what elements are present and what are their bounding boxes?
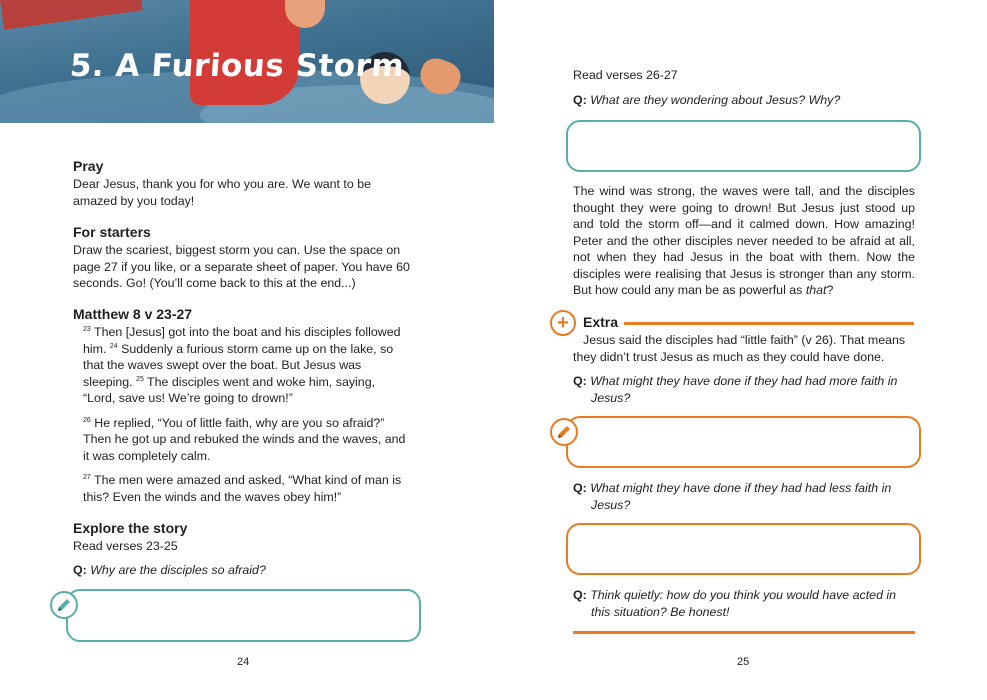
question-1: Q: What are they wondering about Jesus? Why? [573, 93, 841, 107]
page-number: 25 [737, 656, 750, 668]
answer-box-q2[interactable] [566, 120, 921, 172]
passage-text [83, 324, 408, 513]
chapter-banner-illustration [0, 0, 494, 123]
page-number: 24 [237, 656, 250, 668]
question-2: Q: What might they have done if they had had more faith in Jesus? [573, 374, 898, 405]
verses-23-25: $^{23}$ Then [Jesus] got into the boat and his disciples followed him. $^{24}$ Suddenly a furious storm came up on the lake, so that the waves swept over the boat. But Jesus was sleeping. $^{25}$ The disciples went and woke him, saying, “Lord, save us! We’re going to drown!” [83, 325, 401, 405]
pencil-icon [550, 418, 578, 446]
starters-heading: For starters [73, 224, 151, 240]
answer-box-q4[interactable] [566, 523, 921, 575]
extra-heading: Extra [583, 314, 619, 330]
question-3: Q: What might they have done if they had had less faith in Jesus? [573, 481, 892, 512]
chapter-title: 5. A Furious Storm [68, 48, 406, 84]
answer-box-q1[interactable] [66, 589, 421, 642]
starters-text: Draw the scariest, biggest storm you can. Use the space on page 27 if you like, or a separate sheet of paper. You have 60 seconds. Go! (You’ll come back to this at the end...) [73, 243, 410, 290]
commentary-paragraph: The wind was strong, the waves were tall, and the disciples thought they were going to drown! But Jesus just stood up and told the storm off—and it calmed down. How amazing! Peter and the other disciples never needed to be afraid at all, not when they had Jesus in the boat with them. Now the disciples were realising that Jesus is stronger than any storm. But how could any man be as powerful as that? [573, 184, 915, 297]
pencil-icon [50, 591, 78, 619]
plus-icon: + [550, 310, 576, 336]
read-verses: Read verses 26-27 [573, 68, 678, 82]
right-page [494, 0, 987, 700]
verse-27: $^{27}$ The men were amazed and asked, “What kind of man is this? Even the winds and the waves obey him!” [83, 473, 402, 504]
answer-box-q3[interactable] [566, 416, 921, 468]
pray-text: Dear Jesus, thank you for who you are. We want to be amazed by you today! [73, 177, 371, 208]
passage-heading: Matthew 8 v 23-27 [73, 306, 193, 322]
question-4: Q: Think quietly: how do you think you would have acted in this situation? Be honest! [573, 588, 897, 619]
bottom-divider [573, 631, 915, 634]
verse-26: $^{26}$ He replied, “You of little faith, why are you so afraid?” Then he got up and rebuked the winds and the waves, and it was completely calm. [83, 415, 406, 463]
pray-heading: Pray [73, 158, 104, 174]
explore-read: Read verses 23-25 [73, 539, 178, 553]
explore-heading: Explore the story [73, 520, 188, 536]
explore-question: Q: Why are the disciples so afraid? [73, 563, 266, 577]
extra-text: Jesus said the disciples had “little faith” (v 26). That means they didn’t trust Jesus as much as they could have done. [573, 333, 906, 364]
extra-divider [624, 322, 914, 325]
